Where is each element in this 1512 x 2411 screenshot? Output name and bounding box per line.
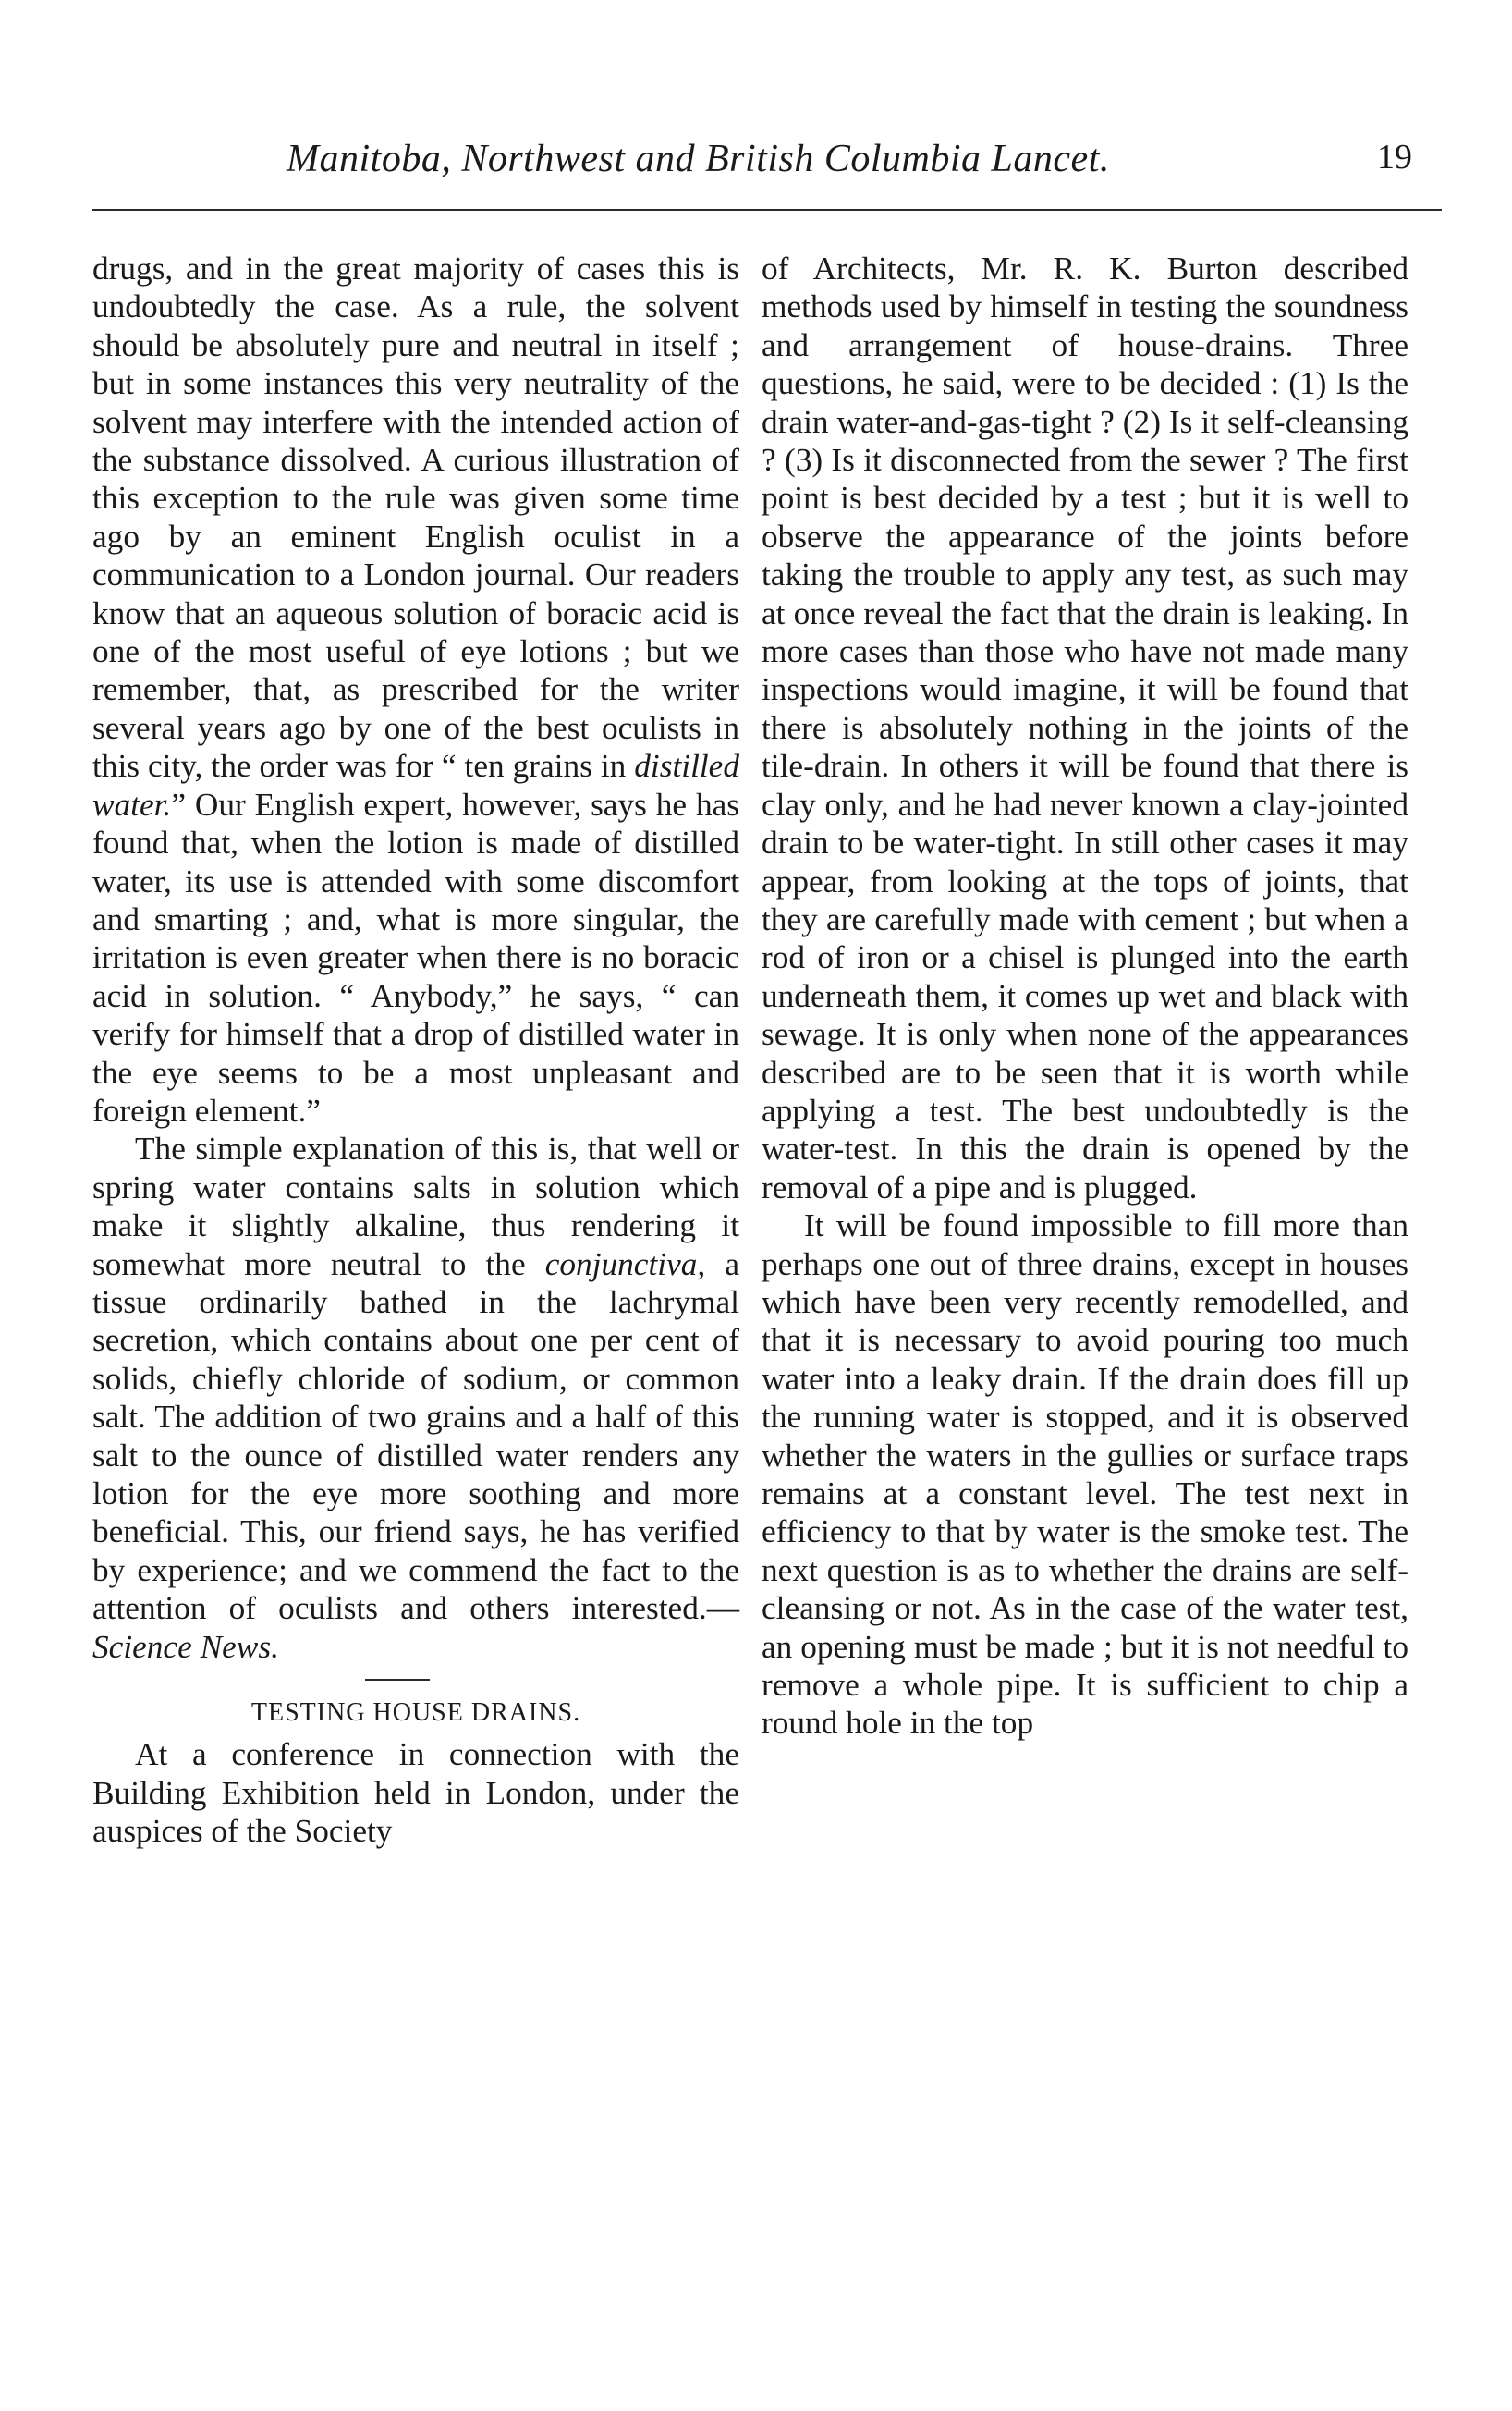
section-divider <box>365 1679 430 1681</box>
right-paragraph-1: of Architects, Mr. R. K. Burton described methods used by himself in testing the soundness and arrangement of house-drains. Three questions, he said, were to be decided : (1) Is the drain water-and-gas-tight ? (2) Is it self-cleansing ? (3) Is it disconnected from the sewer ? The first point is best decided by a test ; but it is well to observe the appearance of the joints before taking the trouble to apply any test, as such may at once reveal the fact that the drain is leaking. In more cases than those who have not made many inspections would imagine, it will be found that there is absolutely nothing in the joints of the tile-drain. In others it will be found that there is clay only, and he had never known a clay-jointed drain to be water-tight. In still other cases it may appear, from looking at the tops of joints, that they are carefully made with cement ; but when a rod of iron or a chisel is plunged into the earth underneath them, it comes up wet and black with sewage. It is only when none of the appearances described are to be seen that it is worth while applying a test. The best undoubtedly is the water-test. In this the drain is opened by the removal of a pipe and is plugged. <box>762 251 1408 1206</box>
right-paragraph-2: It will be found impossible to fill more than perhaps one out of three drains, except in houses which have been very recently remodelled, and that it is necessary to avoid pouring too much water into a leaky drain. If the drain does fill up the running water is stopped, and it is observed whether the waters in the gullies or surface traps remains at a constant level. The test next in efficiency to that by water is the smoke test. The next question is as to whether the drains are self-cleansing or not. As in the case of the water test, an opening must be made ; but it is not needful to remove a whole pipe. It is sufficient to chip a round hole in the top <box>762 1207 1408 1742</box>
left-paragraph-2-end: a tissue ordinarily bathed in the lachrymal secretion, which contains about one per cent of solids, chiefly chloride of sodium, or common salt. The addition of two grains and a half of this salt to the ounce of distilled water renders any lotion for the eye more soothing and more beneficial. This, our friend says, he has verified by experience; and we commend the fact to the attention of oculists and others interested.— <box>92 1245 740 1627</box>
left-paragraph-3: At a conference in connection with the Building Exhibition held in London, under the auspices of the Society <box>92 1736 739 1850</box>
left-paragraph-2-text: The simple explanation of this is, that well or spring water contains salts in solution which make it slightly alkaline, thus rendering it somewhat more neutral to the <box>92 1131 739 1282</box>
left-paragraph-2-italic: conjunctiva, <box>544 1245 706 1282</box>
left-paragraph-1 <box>92 250 739 1130</box>
left-column <box>92 250 739 1851</box>
header-rule <box>92 209 1442 211</box>
left-paragraph-2 <box>92 1130 739 1666</box>
section-heading: TESTING HOUSE DRAINS. <box>250 1698 581 1728</box>
running-title: Manitoba, Northwest and British Columbia Lancet. <box>287 138 1110 180</box>
left-paragraph-1-text: drugs, and in the great majority of cases this is undoubtedly the case. As a rule, the solvent should be absolutely pure and neutral in itself ; but in some instances this very neutrality of the solvent may interfere with the intended action of the substance dissolved. A curious illustration of this exception to the rule was given some time ago by an eminent English oculist in a communication to a London journal. Our readers know that an aqueous solution of boracic acid is one of the most useful of eye lotions ; but we remember, that, as prescribed for the writer several years ago by one of the best oculists in this city, the order was for “ ten grains in <box>92 251 739 785</box>
source-citation: Science News. <box>92 1628 279 1665</box>
left-paragraph-1-continuation: ” Our English expert, however, says he has found that, when the lotion is made of distilled water, its use is attended with some discomfort and smarting ; and, what is more singular, the irritation is even greater when there is no boracic acid in solution. “ Anybody,” he says, “ can verify for himself that a drop of distilled water in the eye seems to be a most unpleasant and foreign element.” <box>92 786 739 1129</box>
right-column <box>762 250 1408 1743</box>
left-paragraph-1-italic: distilled water. <box>92 748 739 823</box>
page-number: 19 <box>1377 138 1412 177</box>
